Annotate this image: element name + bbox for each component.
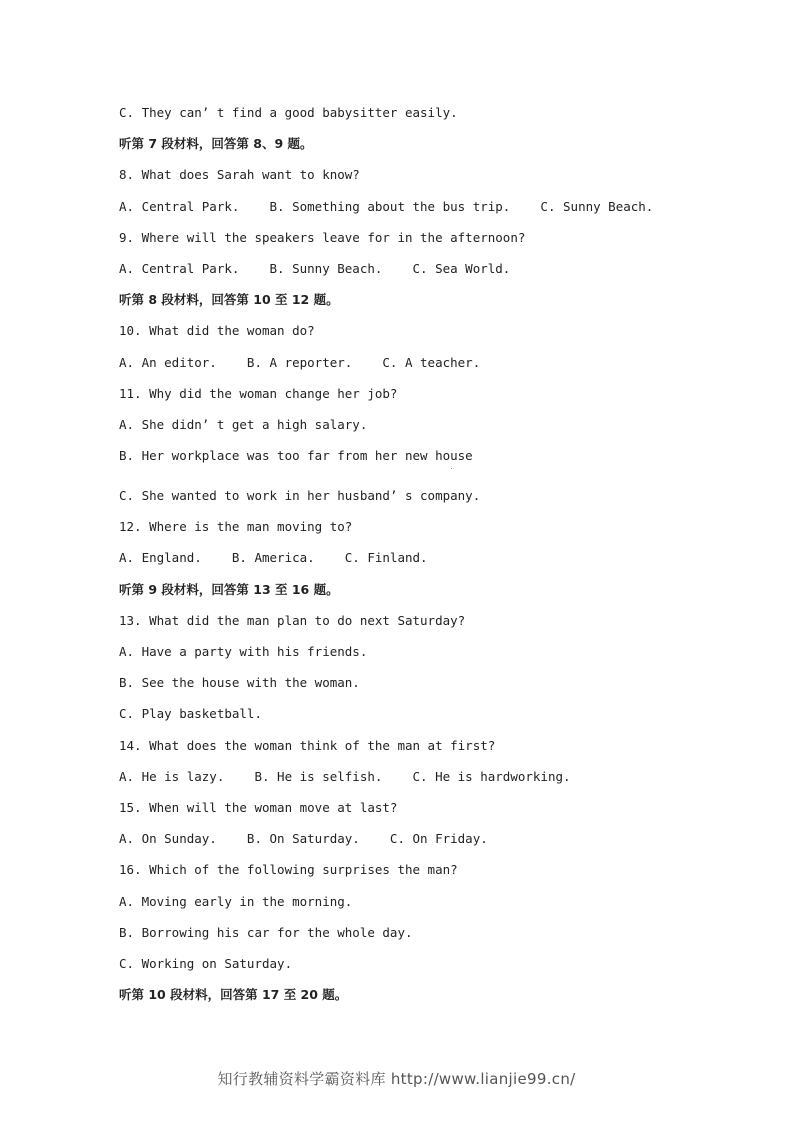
option-line: C. Working on Saturday. bbox=[119, 955, 293, 971]
option-line: A. Central Park. B. Sunny Beach. C. Sea World. bbox=[119, 260, 511, 276]
option-line: B. Borrowing his car for the whole day. bbox=[119, 924, 413, 940]
option-line: A. On Sunday. B. On Saturday. C. On Friday. bbox=[119, 831, 488, 847]
section-heading: 听第 9 段材料，回答第 13 至 16 题。 bbox=[119, 581, 339, 597]
question-line: 15. When will the woman move at last? bbox=[119, 799, 398, 815]
option-line: C. They can’ t find a good babysitter easily. bbox=[119, 105, 458, 120]
option-line: A. Have a party with his friends. bbox=[119, 644, 368, 659]
question-line: 12. Where is the man moving to? bbox=[119, 519, 353, 535]
question-list bbox=[119, 102, 739, 1015]
question-line: 14. What does the woman think of the man at first? bbox=[119, 737, 496, 753]
question-line: 16. Which of the following surprises the man? bbox=[119, 862, 458, 878]
option-line: C. She wanted to work in her husband’ s company. bbox=[119, 488, 481, 504]
option-line: B. Her workplace was too far from her new house bbox=[119, 448, 473, 464]
option-line: A. Moving early in the morning. bbox=[119, 893, 353, 909]
section-heading: 听第 8 段材料，回答第 10 至 12 题。 bbox=[119, 292, 339, 308]
option-line: A. An editor. B. A reporter. C. A teacher. bbox=[119, 354, 481, 370]
option-line: A. He is lazy. B. He is selfish. C. He is hardworking. bbox=[119, 768, 571, 784]
stray-mark bbox=[451, 468, 452, 469]
section-heading: 听第 7 段材料，回答第 8、9 题。 bbox=[119, 136, 313, 152]
option-line: A. She didn’ t get a high salary. bbox=[119, 416, 368, 432]
question-line: 8. What does Sarah want to know? bbox=[119, 167, 360, 183]
footer-watermark: 知行教辅资料学霸资料库 http://www.lianjie99.cn/ bbox=[217, 1070, 576, 1088]
option-line: B. See the house with the woman. bbox=[119, 675, 360, 691]
section-heading: 听第 10 段材料，回答第 17 至 20 题。 bbox=[119, 987, 348, 1003]
option-line: C. Play basketball. bbox=[119, 706, 262, 722]
question-line: 10. What did the woman do? bbox=[119, 323, 315, 339]
question-line: 11. Why did the woman change her job? bbox=[119, 385, 398, 401]
option-line: A. Central Park. B. Something about the bus trip. C. Sunny Beach. bbox=[119, 198, 654, 214]
question-line: 13. What did the man plan to do next Saturday? bbox=[119, 612, 466, 628]
option-line: A. England. B. America. C. Finland. bbox=[119, 550, 428, 566]
question-line: 9. Where will the speakers leave for in the afternoon? bbox=[119, 229, 526, 245]
